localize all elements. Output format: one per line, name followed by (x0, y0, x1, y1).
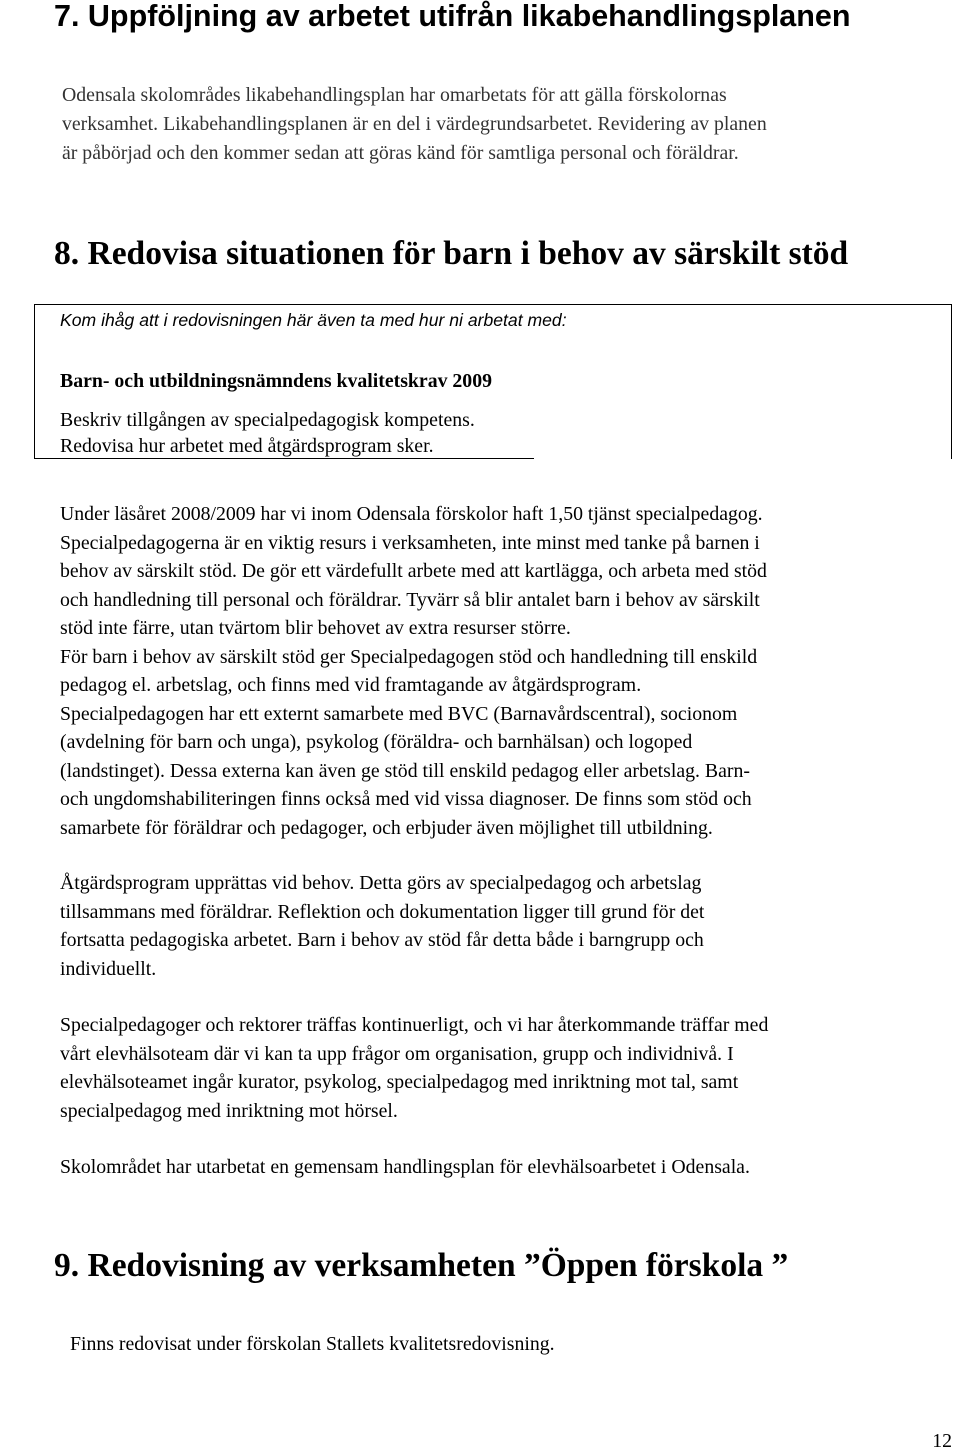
text-line: Åtgärdsprogram upprättas vid behov. Detta görs av specialpedagog och arbetslag (60, 872, 702, 894)
text-line: pedagog el. arbetslag, och finns med vid framtagande av åtgärdsprogram. (60, 674, 642, 696)
text-line: vårt elevhälsoteam där vi kan ta upp frågor om organisation, grupp och individnivå. I (60, 1042, 734, 1065)
text-line: Skolområdet har utarbetat en gemensam handlingsplan för elevhälsoarbetet i Odensala. (60, 1156, 750, 1178)
student-health-paragraph (60, 1011, 960, 1125)
text-line: Odensala skolområdes likabehandlingsplan har omarbetats för att gälla förskolornas (62, 84, 727, 106)
text-line: För barn i behov av särskilt stöd ger Specialpedagogen stöd och handledning till enskild (60, 645, 758, 668)
text-line: är påbörjad och den kommer sedan att göras känd för samtliga personal och föräldrar. (62, 142, 739, 164)
section-8-heading: 8. Redovisa situationen för barn i behov av särskilt stöd (54, 235, 849, 272)
text-line: (avdelning för barn och unga), psykolog (föräldra- och barnhälsan) och logoped (60, 731, 693, 753)
instruction-line: Redovisa hur arbetet med åtgärdsprogram sker. (60, 435, 434, 457)
text-line: stöd inte färre, utan tvärtom blir behovet av extra resurser större. (60, 617, 571, 639)
text-line: Specialpedagogerna är en viktig resurs i verksamheten, inte minst med tanke på barnen i (60, 531, 760, 554)
page-number: 12 (932, 1430, 952, 1452)
text-line: behov av särskilt stöd. De gör ett värdefullt arbete med att kartlägga, och arbeta med stöd (60, 560, 767, 582)
text-line: och ungdomshabiliteringen finns också med vid vissa diagnoser. De finns som stöd och (60, 788, 752, 810)
text-line: elevhälsoteamet ingår kurator, psykolog, specialpedagog med inriktning mot tal, samt (60, 1071, 739, 1093)
section-7-heading: 7. Uppföljning av arbetet utifrån likabehandlingsplanen (54, 0, 851, 33)
section-9-heading: 9. Redovisning av verksamheten ”Öppen förskola ” (54, 1247, 789, 1284)
text-line: (landstinget). Dessa externa kan även ge stöd till enskild pedagog eller arbetslag. Barn- (60, 759, 750, 782)
text-line: tillsammans med föräldrar. Reflektion och dokumentation ligger till grund för det (60, 900, 705, 923)
text-line: Specialpedagoger och rektorer träffas kontinuerligt, och vi har återkommande träffar med (60, 1014, 769, 1036)
text-line: samarbete för föräldrar och pedagoger, och erbjuder även möjlighet till utbildning. (60, 816, 713, 839)
special-support-paragraph (60, 500, 960, 842)
text-line: fortsatta pedagogiska arbetet. Barn i behov av stöd får detta både i barngrupp och (60, 929, 704, 951)
text-line: individuellt. (60, 957, 157, 980)
quality-requirements-heading: Barn- och utbildningsnämndens kvalitetskrav 2009 (60, 370, 492, 392)
action-program-paragraph (60, 869, 960, 983)
text-line: verksamhet. Likabehandlingsplanen är en del i värdegrundsarbetet. Revidering av planen (62, 113, 767, 135)
instruction-line: Beskriv tillgången av specialpedagogisk kompetens. (60, 409, 475, 431)
section-9-text: Finns redovisat under förskolan Stallets kvalitetsredovisning. (70, 1333, 555, 1355)
instruction-box-bottom-border (34, 458, 534, 459)
text-line: specialpedagog med inriktning mot hörsel. (60, 1099, 398, 1122)
action-plan-paragraph (60, 1153, 960, 1182)
text-line: Under läsåret 2008/2009 har vi inom Odensala förskolor haft 1,50 tjänst specialpedagog. (60, 503, 763, 525)
section-7-paragraph (62, 81, 960, 168)
instruction-box (34, 304, 952, 459)
text-line: och handledning till personal och föräldrar. Tyvärr så blir antalet barn i behov av särskilt (60, 588, 760, 611)
instruction-hint: Kom ihåg att i redovisningen här även ta med hur ni arbetat med: (60, 310, 567, 330)
text-line: Specialpedagogen har ett externt samarbete med BVC (Barnavårdscentral), socionom (60, 702, 738, 725)
